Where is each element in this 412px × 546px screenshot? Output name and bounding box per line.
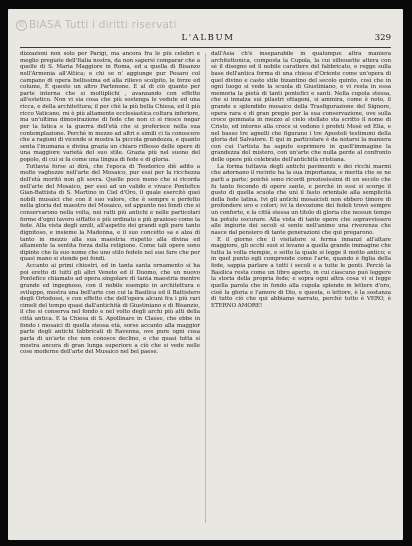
document-page [8, 9, 403, 540]
watermark-text: BiASA Tutti i diritti riservati [29, 19, 177, 31]
page-number: 329 [374, 33, 391, 43]
paragraph: La forma tuttavia degli antichi pavimenti e dei ricchi marmi che adornano il recinto ha la sua importanza, e merita che se ne parli a parte; poichè sono ricordi preziosissimi di un secolo che fu tanto fecondo di opere sante, e perchè in essi si scorge il gusto di quella scuola che unì il fasto orientale alla semplicità della fede latina. Ivi gli antichi mosaicisti non ebbero timore di profondere oro e colori; ivi la devozione dei fedeli trovò sempre un conforto, e la città stessa un titolo di gloria che nessun tempo ha potuto oscurare. Alla vista di tante opere che sopravvissero alle ingiurie dei secoli si sente nell'animo una riverenza che nasce dal pensiero di tante generazioni che qui pregarono. [211, 163, 391, 236]
column-divider [205, 53, 206, 523]
journal-title: L'ALBUM [181, 33, 235, 43]
paragraph: E il giorno che il visitatore si ferma innanzi all'altare maggiore, gli occhi suoi si levano a quella grande immagine che tutta la volta riempie, e sotto la quale si legge il motto antico; e in quel punto egli comprende come l'arte, quando è figlia della fede, sappia parlare a tutti i secoli e a tutte le genti. Perciò la Basilica resta come un libro aperto, in cui ciascuno può leggere la storia della propria fede; e sopra ogni altra cosa vi si legge quella parola che in fondo alla cupola splende in lettere d'oro, cioè la gloria e l'amore di Dio, e questa, o lettore, è la sostanza di tutto ciò che qui abbiamo narrato, perchè tutto è VERO, è ETERNO AMORE! [211, 236, 391, 309]
paragraph: Tuttavia forse ai dirà, che l'epoca di Teodorico diè adito a molte vaghezze nell'arte del Mosaico, pur essi per la ricchezza dell'età moritò non gli sovra. Quelle poco meno che si ricorda nell'arte del Mosaico, per essi ad un valido e vivace Pontefice Gian-Battista di S. Martino in Ciel d'Oro, il quale esercitò quei nobili musaici che con il suo valore, che è sempre e perfetto nella gloria del maestro del Mosaico, ed appunto nei fondi che si conservarono nella volta, nei ratti più antichi e nelle particolari forme d'ogni lavoro siffatto e più ordinato e più grazioso come la fede. Alla vista degli umili, all'aspetto dei grandi egli pure tanto dignitoso, e insieme la Madonna, e il suo concetto sa e alza di tanto in mezzo alla sua maestria rispetto alla divina ed altamente la sentita forza della religione. Come tali opere sono dipinte che fa suo nome che uno stilo fedele nel suo fare che per quasi mano si stende pei fondi. [20, 163, 200, 263]
paragraph: Accanto ai primi chiostri, ed in tanta santa ornamento si ha poi eretto di tutti gli altri Veneto ed il Duomo, che un nuovo Pontefice chiamato ad opera singolare di tanta maestria mentre grande ed ingegnoso, con il nobile esempio in architettura e sviluppo, mostra una bell'arte con cui la Basilica ed il Battistero degli Ortodossi, e con effetto che dell'opera alcuni fra i più rari cimeli del tempo quasi dall'antichità di Giustiniano e di Bisanzio, il che si conserva nel fondo e nel volto degli archi più alti della città antica. E la Chiesa di S. Apollinare in Classe, che ebbe in fondo i mosaici di quella stessa età, sorse accanto alla maggior parte degli antichi fabbricati di Ravenna, ove pure ogni cosa parla di un'arte che non conosce declino, e che quasi tutta si mostra ancora di gran lunga superiore a ciò che si vede nelle cose moderne dell'arte del Musaico nel bel paese. [20, 263, 200, 356]
right-column [211, 51, 391, 526]
watermark [16, 19, 216, 31]
left-column [20, 51, 200, 526]
paragraph: dall'Asia ch'è inseparabile in qualunque altra maniera architettonica, composta la Cupola, la cui silhouette altera con sè il disegno ed il nobile carattere del fabbricato, e regge sulla base dell'antica forma di una chiesa d'Oriente come un'opera di quel divino e casto stile bizantino del secolo quinto, così che in ogni luogo si vede la scuola di Giustiniano, e vi resta in essa memoria la pietà di tanti pontefici e santi. Nella cupola stessa, che si innalza sui pilastri ottagoni, si ammira, come è noto, il grande e splendido mosaico della Trasfigurazione del Signore, opera rara e di gran pregio per la sua conservazione, ove sulla croce gemmata in mezzo al cielo stellato sta scritto il nome di Cristo, ed intorno alla croce si vedono i profeti Mosè ed Elia, e nel basso tre agnelli che figurano i tre Apostoli testimoni della gloria del Salvatore. E qui in particolare è da notarsi la maniera con cui l'artista ha saputo esprimere in quell'immagine la grandezza del mistero, con un'arte che nulla perde al confronto delle opere più celebrate dell'antichità cristiana. [211, 51, 391, 163]
copyright-icon: © [17, 21, 26, 29]
running-header [8, 33, 403, 45]
header-rule [20, 47, 391, 48]
paragraph: dizzazioni non solo per Parigi, ma ancora fra le più celebri e meglio pregiate dell'Italia nostra, da non sapersi comparar che a quelle di S. Maria Maggiore in Roma, ed a quella di Bisanzo nell'Armenia all'Attica; e chi se n' aggiunge pur Pesaro col campano di opera bellissima ed alla rilievo scolpito, le forze ed colume, È questo un altro Partenone. E al di ciò quanto per parte interna che si moltiplichi , avanzando con effetto all'estetico. Non vi sia cosa che più sostenga le vedute ed una ricca, e della architettura; il per chè la più bella Chiesa, ed il più ricco Vaticano, mi è più altamente ecclesiastica coltura inferiore, ma un'ultima dimostrazione di fede che non ci si riesce negar per la fatica e la guerra dell'età che si proferisce nella sua contemplazione. Perchè in mezzo ad altri e simili ci fa conoscere che a ragioni di vicende si mostra la piccola grandezza, e quanto senta l'inumana e divina grazia un chiaro riflesso delle opere di una maggiore varietà del suo stile. Grazia più nel suono del popolo, di cui si fa come una lingua di fede e di gloria. [20, 51, 200, 163]
